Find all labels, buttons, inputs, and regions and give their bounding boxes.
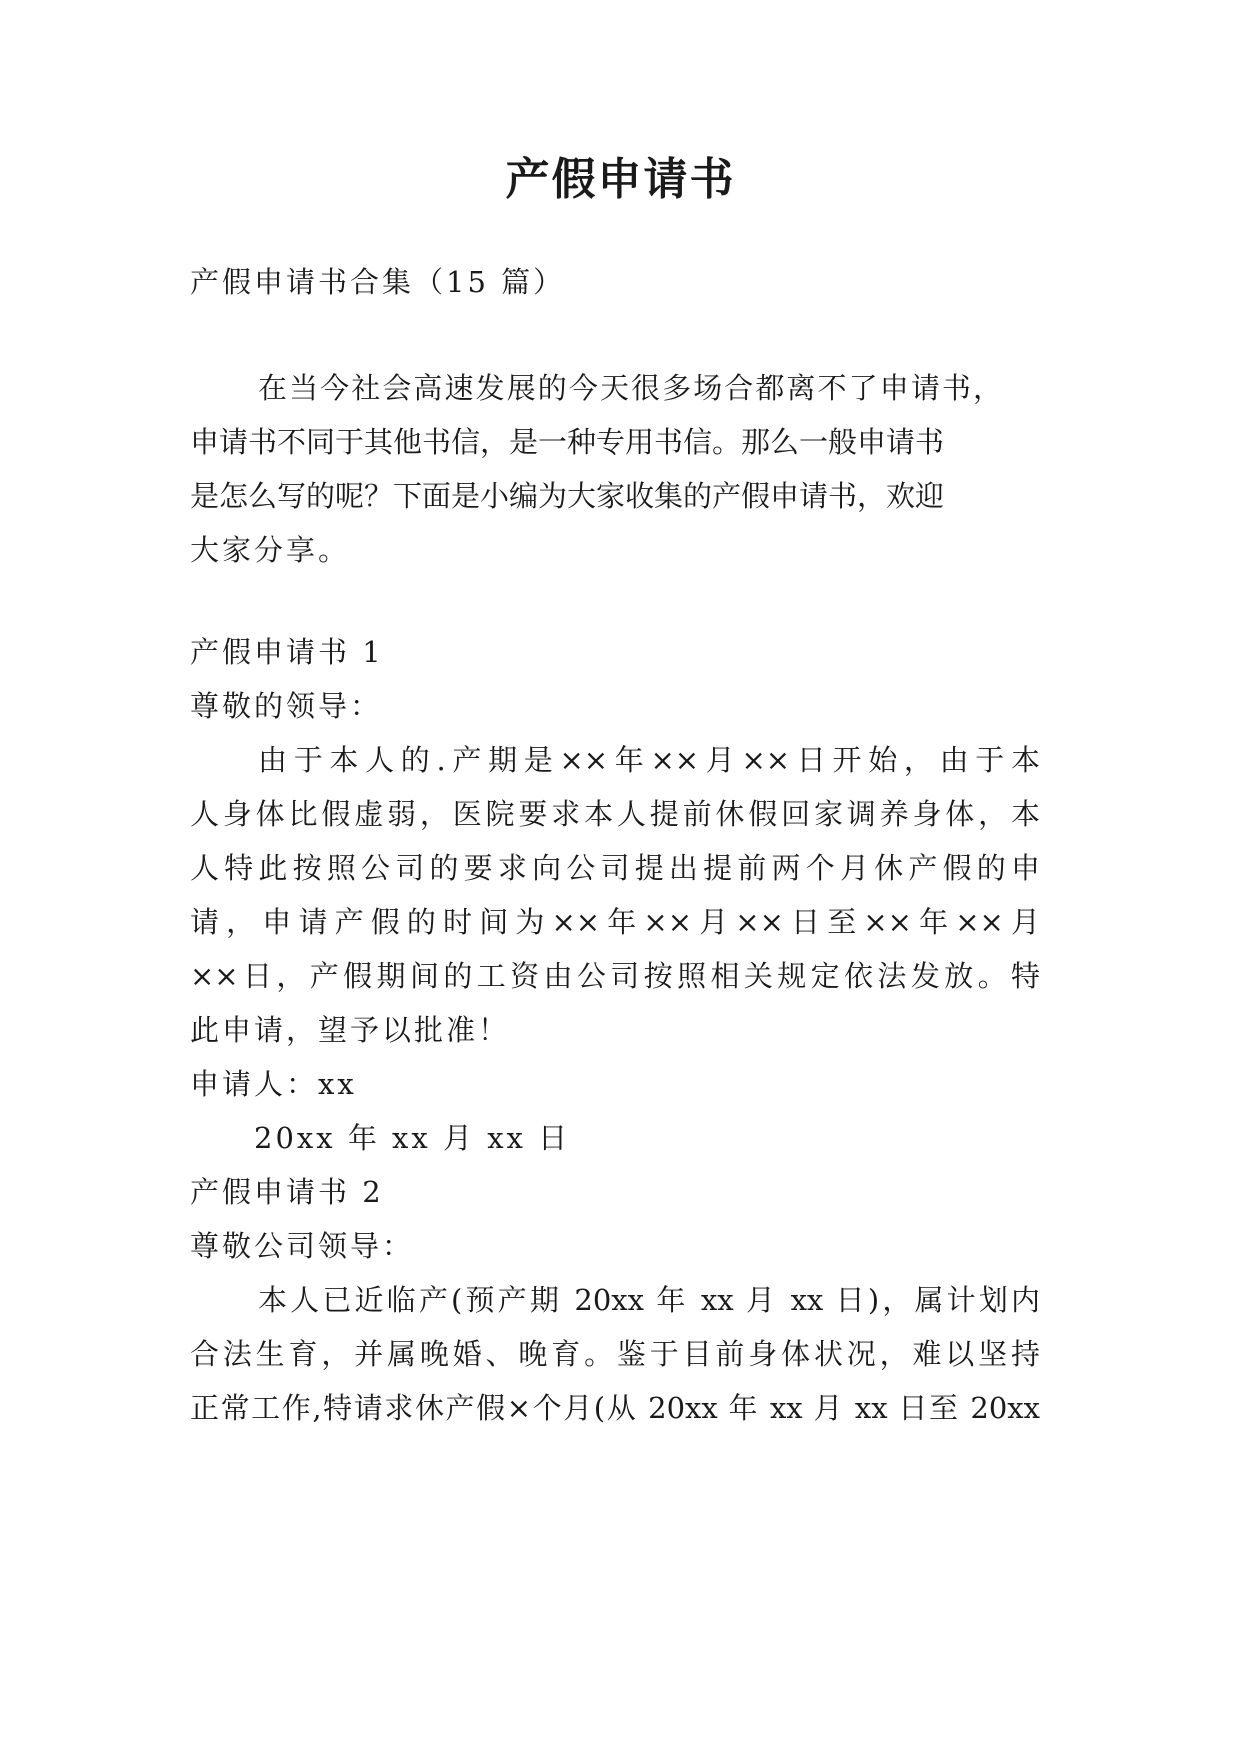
collection-subtitle: 产假申请书合集（15 篇） — [190, 265, 566, 299]
letter1-body-line-4: 请，申请产假的时间为××年××月××日至××年××月 — [190, 905, 1040, 939]
letter1-body-line-6: 此申请，望予以批准！ — [190, 1013, 511, 1047]
letter1-heading: 产假申请书 1 — [190, 635, 384, 669]
letter2-body-line-2: 合法生育，并属晚婚、晚育。鉴于目前身体状况，难以坚持 — [190, 1337, 1040, 1371]
letter1-body-line-2: 人身体比假虚弱，医院要求本人提前休假回家调养身体，本 — [190, 797, 1040, 831]
letter2-heading: 产假申请书 2 — [190, 1175, 384, 1209]
intro-line-3: 是怎么写的呢？下面是小编为大家收集的产假申请书，欢迎 — [190, 479, 945, 513]
intro-line-1: 在当今社会高速发展的今天很多场合都离不了申请书， — [258, 371, 1002, 405]
letter2-body-line-1: 本人已近临产(预产期 20xx 年 xx 月 xx 日)，属计划内 — [258, 1283, 1040, 1317]
intro-line-2: 申请书不同于其他书信，是一种专用书信。那么一般申请书 — [190, 425, 945, 459]
letter1-body-line-5: ××日，产假期间的工资由公司按照相关规定依法发放。特 — [190, 959, 1040, 993]
letter1-applicant: 申请人：xx — [190, 1067, 357, 1101]
letter2-salutation: 尊敬公司领导： — [190, 1229, 415, 1263]
intro-line-4: 大家分享。 — [190, 533, 351, 567]
document-title: 产假申请书 — [505, 154, 736, 205]
letter2-body-line-3: 正常工作,特请求休产假×个月(从 20xx 年 xx 月 xx 日至 20xx — [190, 1391, 1040, 1425]
letter1-date: 20xx 年 xx 月 xx 日 — [254, 1121, 571, 1155]
letter1-body-line-1: 由于本人的.产期是××年××月××日开始，由于本 — [258, 743, 1040, 777]
letter1-body-line-3: 人特此按照公司的要求向公司提出提前两个月休产假的申 — [190, 851, 1040, 885]
letter1-salutation: 尊敬的领导： — [190, 689, 383, 723]
